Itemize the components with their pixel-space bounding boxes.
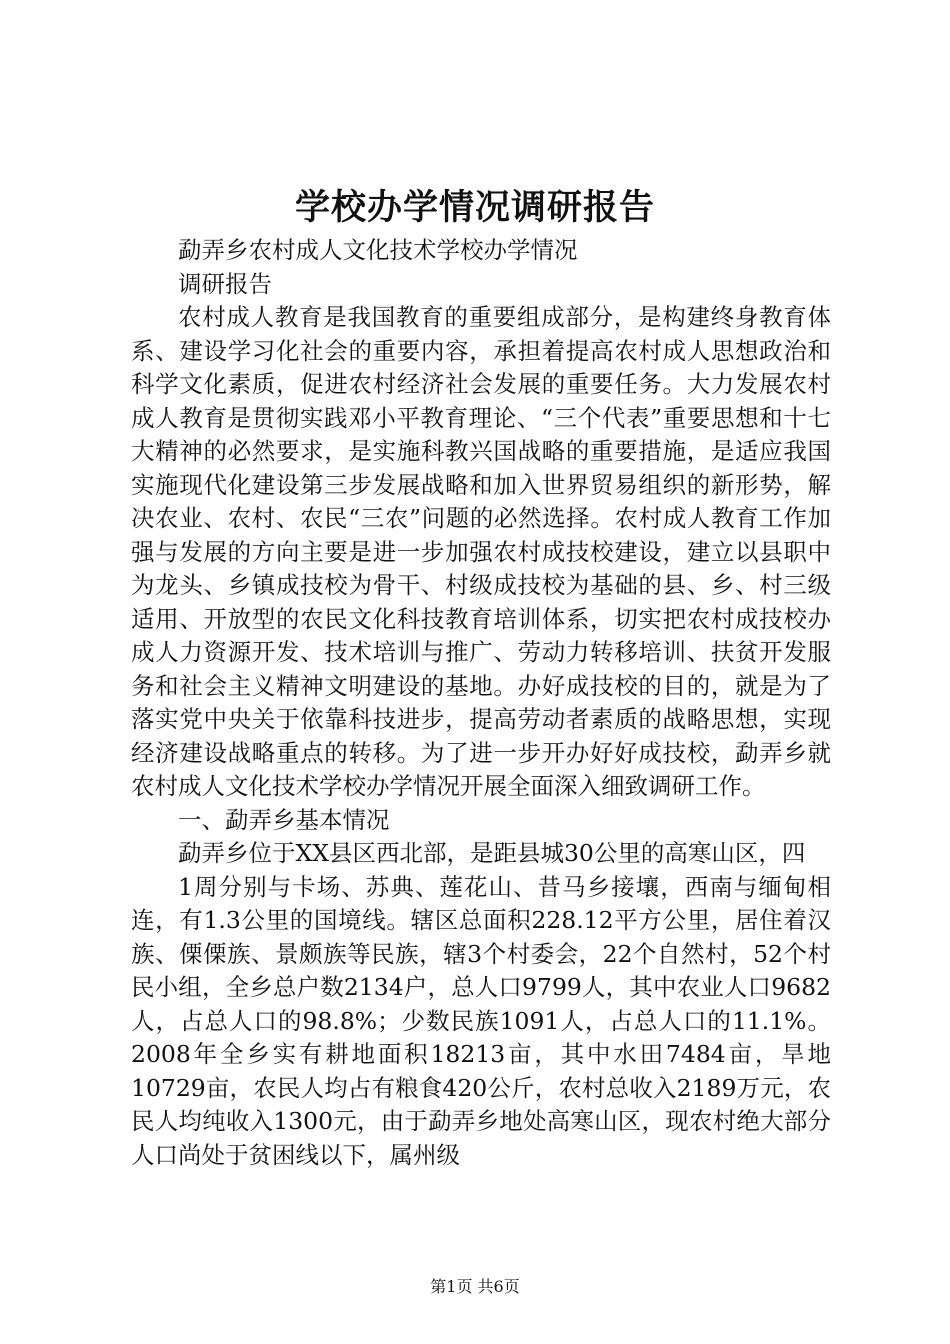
intro-paragraph: 农村成人教育是我国教育的重要组成部分，是构建终身教育体系、建设学习化社会的重要内容，承担着提高农村成人思想政治和科学文化素质，促进农村经济社会发展的重要任务。大力发展农村成人教育是贯彻实践邓小平教育理论、“三个代表”重要思想和十七大精神的必然要求，是实施科教兴国战略的重要措施，是适应我国实施现代化建设第三步发展战略和加入世界贸易组织的新形势，解决农业、农村、农民“三农”问题的必然选择。农村成人教育工作加强与发展的方向主要是进一步加强农村成技校建设，建立以县职中为龙头、乡镇成技校为骨干、村级成技校为基础的县、乡、村三级适用、开放型的农民文化科技教育培训体系，切实把农村成技校办成人力资源开发、技术培训与推广、劳动力转移培训、扶贫开发服务和社会主义精神文明建设的基地。办好成技校的目的，就是为了落实党中央关于依靠科技进步，提高劳动者素质的战略思想，实现经济建设战略重点的转移。为了进一步开办好好成技校，勐弄乡就农村成人文化技术学校办学情况开展全面深入细致调研工作。 [131, 303, 831, 800]
document-title: 学校办学情况调研报告 [294, 187, 655, 228]
subtitle-line-1: 勐弄乡农村成人文化技术学校办学情况 [178, 236, 578, 264]
section-heading: 一、勐弄乡基本情况 [178, 805, 390, 834]
statistics-paragraph: 1周分别与卡场、苏典、莲花山、昔马乡接壤，西南与缅甸相连，有1.3公里的国境线。辖区总面积228.12平方公里，居住着汉族、傈傈族、景颇族等民族，辖3个村委会，22个自然村，52个村民小组，全乡总户数2134户，总人口9799人，其中农业人口9682人，占总人口的98.8%；少数民族1091人，占总人口的11.1%。2008年全乡实有耕地面积18213亩，其中水田7484亩，旱地10729亩，农民人均占有粮食420公斤，农村总收入2189万元，农民人均纯收入1300元，由于勐弄乡地处高寒山区，现农村绝大部分人口尚处于贫困线以下，属州级 [131, 872, 831, 1169]
subtitle-line-2: 调研报告 [178, 269, 272, 298]
document-body [131, 234, 831, 1172]
location-paragraph: 勐弄乡位于XX县区西北部，是距县城30公里的高寒山区，四 [178, 839, 806, 867]
page-number-footer: 第1页 共6页 [430, 1277, 520, 1296]
